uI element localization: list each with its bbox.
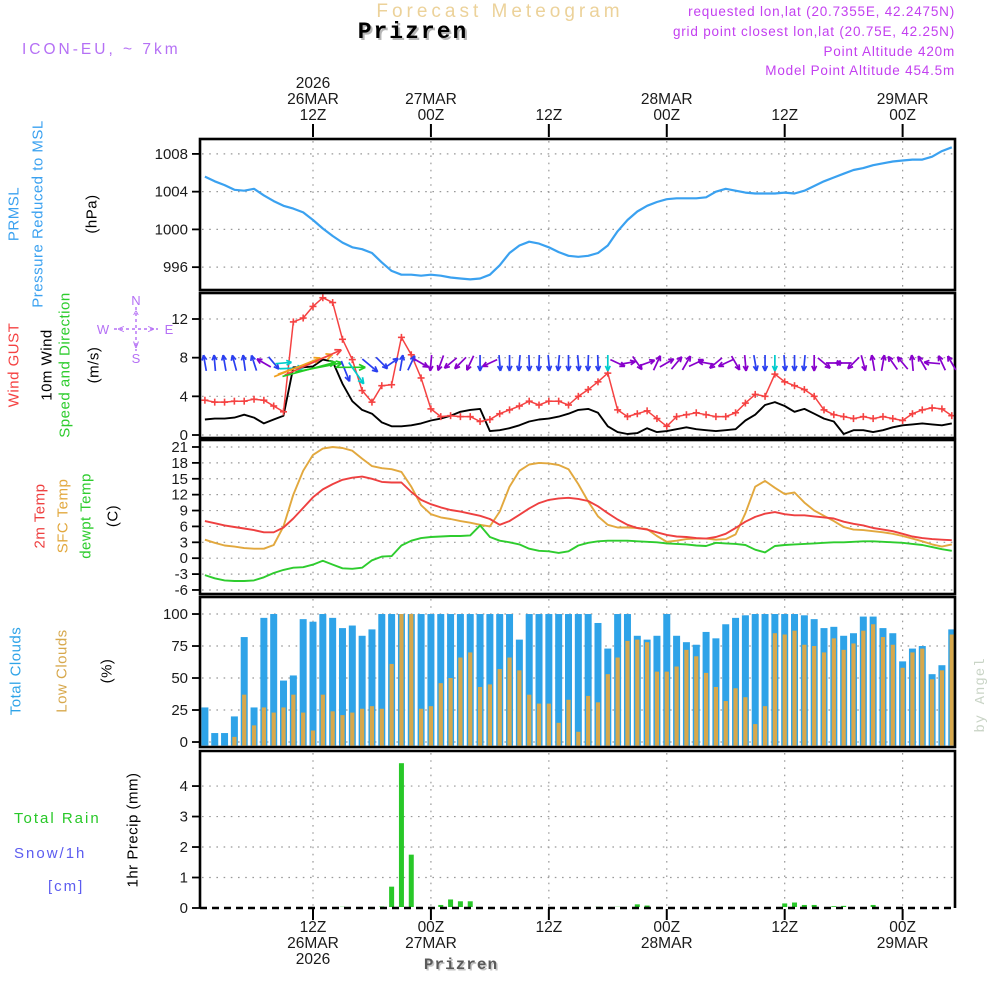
svg-text:3: 3	[179, 808, 188, 826]
svg-text:26MAR: 26MAR	[287, 91, 339, 108]
clouds-panel	[163, 597, 955, 751]
svg-text:0: 0	[179, 900, 188, 917]
grid-point-coords-label: grid point closest lon,lat (20.75E, 42.25N)	[672, 24, 955, 39]
svg-text:2: 2	[179, 839, 188, 857]
c-unit-label: (C)	[104, 504, 122, 528]
pressure-reduced-label: Pressure Reduced to MSL	[29, 120, 47, 308]
svg-text:12Z: 12Z	[299, 919, 327, 936]
wind-compass	[97, 293, 174, 366]
svg-text:12: 12	[171, 311, 188, 329]
cm-unit-label: [cm]	[48, 878, 85, 895]
pct-unit-label: (%)	[98, 658, 116, 684]
footer-station-label: Prizren	[423, 956, 499, 974]
svg-text:<: <	[117, 322, 125, 336]
svg-text:12Z: 12Z	[535, 107, 563, 124]
svg-text:28MAR: 28MAR	[640, 91, 693, 108]
station-title: Prizren	[357, 19, 469, 45]
svg-text:50: 50	[171, 670, 188, 688]
svg-text:1008: 1008	[154, 145, 188, 163]
svg-text:00Z: 00Z	[417, 107, 445, 124]
x-axis-top	[287, 75, 928, 137]
point-altitude-label: Point Altitude 420m	[823, 44, 955, 59]
svg-text:2026: 2026	[295, 75, 331, 92]
speed-direction-label: Speed and Direction	[56, 292, 74, 438]
svg-text:12Z: 12Z	[771, 919, 799, 936]
precip-axis-label: 1hr Precip (mm)	[124, 772, 142, 888]
svg-text:1004: 1004	[154, 183, 188, 201]
svg-text:8: 8	[179, 349, 188, 367]
svg-text:100: 100	[162, 606, 188, 624]
svg-text:25: 25	[171, 702, 188, 720]
temperature-panel	[171, 439, 955, 599]
svg-text:12Z: 12Z	[535, 919, 563, 936]
ms-unit-label: (m/s)	[85, 346, 103, 384]
svg-text:6: 6	[179, 518, 188, 536]
pressure-panel	[155, 139, 955, 290]
svg-text:27MAR: 27MAR	[405, 91, 457, 108]
svg-text:1000: 1000	[154, 221, 188, 239]
svg-text:-3: -3	[174, 566, 188, 584]
svg-text:27MAR: 27MAR	[405, 935, 457, 952]
wind-gust-label: Wind GUST	[5, 322, 23, 408]
x-axis-bottom	[287, 909, 928, 968]
svg-text:E: E	[164, 322, 174, 337]
low-clouds-label: Low Clouds	[53, 629, 71, 713]
hpa-unit-label: (hPa)	[83, 194, 101, 234]
svg-text:4: 4	[179, 778, 188, 796]
temp-dewpt-label: dewpt Temp	[77, 473, 95, 559]
temp-sfc-label: SFC Temp	[54, 478, 72, 554]
svg-text:29MAR: 29MAR	[876, 91, 929, 108]
model-point-altitude-label: Model Point Altitude 454.5m	[765, 63, 955, 78]
svg-text:29MAR: 29MAR	[876, 935, 929, 952]
svg-text:21: 21	[171, 438, 188, 456]
svg-text:1: 1	[179, 869, 188, 887]
svg-text:00Z: 00Z	[653, 107, 681, 124]
wind-direction-arrows	[202, 350, 956, 384]
requested-coords-label: requested lon,lat (20.7355E, 42.2475N)	[688, 4, 955, 19]
svg-text:>: >	[147, 322, 155, 336]
snow-label: Snow/1h	[14, 845, 87, 862]
svg-text:S: S	[131, 351, 141, 366]
svg-text:15: 15	[171, 470, 188, 488]
svg-text:12Z: 12Z	[771, 107, 799, 124]
page-title: Forecast Meteogram	[376, 1, 624, 22]
svg-text:-6: -6	[174, 581, 188, 599]
svg-text:28MAR: 28MAR	[640, 935, 693, 952]
svg-text:v: v	[133, 337, 139, 351]
svg-text:26MAR: 26MAR	[287, 935, 339, 952]
svg-text:12Z: 12Z	[299, 107, 327, 124]
svg-text:00Z: 00Z	[889, 107, 916, 124]
svg-text:12: 12	[171, 486, 188, 504]
svg-text:996: 996	[162, 259, 188, 277]
precip-panel	[180, 751, 955, 917]
svg-text:0: 0	[179, 427, 188, 445]
svg-text:3: 3	[179, 534, 188, 552]
watermark: by Angel	[973, 657, 989, 733]
total-clouds-label: Total Clouds	[7, 626, 25, 716]
svg-text:^: ^	[133, 308, 139, 322]
svg-text:18: 18	[171, 454, 188, 472]
model-name-label: ICON-EU, ~ 7km	[22, 41, 181, 58]
svg-text:W: W	[96, 322, 110, 337]
prmsl-label: PRMSL	[5, 186, 23, 242]
svg-text:00Z: 00Z	[889, 919, 916, 936]
svg-text:N: N	[131, 293, 141, 308]
temp-2m-label: 2m Temp	[31, 483, 49, 549]
svg-text:0: 0	[179, 550, 188, 568]
svg-text:9: 9	[179, 502, 188, 520]
svg-text:4: 4	[179, 388, 188, 406]
svg-text:75: 75	[171, 638, 188, 656]
wind-10m-label: 10m Wind	[38, 329, 56, 401]
svg-text:0: 0	[179, 734, 188, 752]
svg-text:2026: 2026	[295, 951, 331, 968]
svg-text:00Z: 00Z	[653, 919, 681, 936]
svg-text:00Z: 00Z	[417, 919, 445, 936]
total-rain-label: Total Rain	[14, 810, 101, 827]
